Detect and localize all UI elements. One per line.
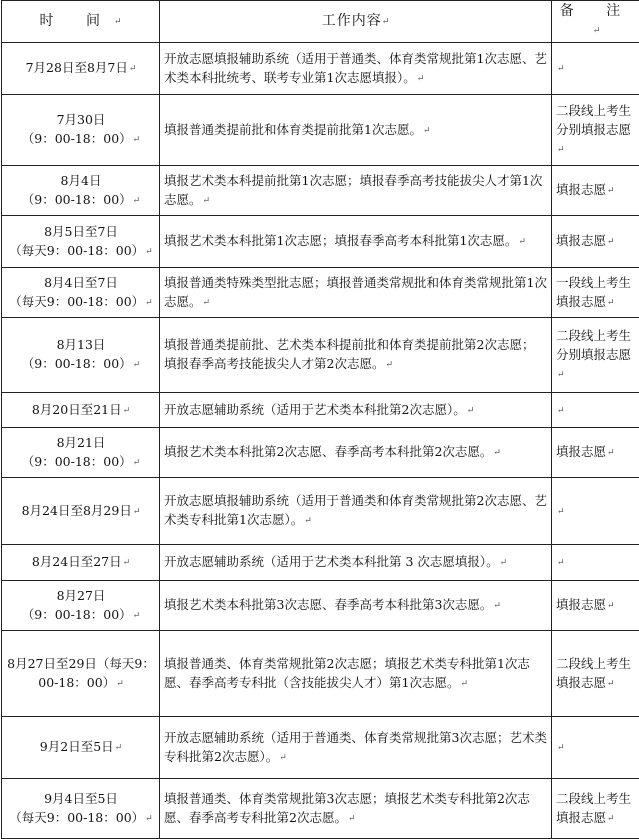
- time-text: 7月28日至8月7日↵: [6, 58, 156, 79]
- content-text: 填报艺术类本科提前批第1次志愿；填报春季高考技能拔尖人才第1次志愿。↵: [164, 171, 548, 211]
- time-cell: [2, 95, 160, 166]
- content-cell: [160, 166, 552, 216]
- time-text: 7月30日: [6, 110, 156, 129]
- table-row: [2, 428, 639, 478]
- note-cell: [552, 717, 639, 779]
- time-text: 8月27日至29日（每天9：00-18：00）↵: [6, 654, 156, 694]
- note-cell: [552, 318, 639, 393]
- note-cell: [552, 631, 639, 717]
- content-cell: [160, 545, 552, 581]
- time-cell: [2, 581, 160, 631]
- time-text: 8月4日至7日: [6, 273, 156, 292]
- note-text: 二段线上考生分别填报志愿↵: [556, 101, 638, 160]
- content-cell: [160, 43, 552, 95]
- content-text: 开放志愿辅助系统（适用于普通类、体育类常规批第3次志愿；艺术类专科批第2次志愿）。↵: [164, 728, 548, 768]
- time-cell: [2, 43, 160, 95]
- time-text: （9：00-18：00）↵: [6, 129, 156, 150]
- note-cell: [552, 95, 639, 166]
- note-text: ↵: [556, 58, 638, 79]
- content-text: 开放志愿填报辅助系统（适用于普通类、体育类常规批第1次志愿、艺术类本科批统考、联考专业第1次志愿填报）。↵: [164, 49, 548, 89]
- table-row: [2, 166, 639, 216]
- content-cell: [160, 581, 552, 631]
- content-cell: [160, 478, 552, 545]
- content-text: 填报普通类、体育类常规批第3次志愿；填报艺术类专科批第2次志愿、春季高考专科批第2次志愿。↵: [164, 789, 548, 829]
- header-note: 备 注↵: [552, 1, 639, 43]
- note-cell: [552, 43, 639, 95]
- note-text: ↵: [556, 400, 638, 421]
- time-cell: [2, 717, 160, 779]
- header-time: 时 间↵: [2, 1, 160, 43]
- header-row: [2, 1, 639, 43]
- content-cell: [160, 216, 552, 268]
- time-text: 8月27日: [6, 586, 156, 605]
- time-text: （9：00-18：00）↵: [6, 605, 156, 626]
- content-text: 填报普通类特殊类型批志愿；填报普通类常规批和体育类常规批第1次志愿。↵: [164, 273, 548, 313]
- time-cell: [2, 318, 160, 393]
- table-row: [2, 393, 639, 428]
- note-cell: [552, 216, 639, 268]
- time-cell: [2, 478, 160, 545]
- content-cell: [160, 717, 552, 779]
- note-text: ↵: [556, 552, 638, 573]
- time-text: （9：00-18：00）↵: [6, 452, 156, 473]
- note-text: 填报志愿↵: [556, 442, 638, 463]
- note-text: 二段线上考生填报志愿↵: [556, 789, 638, 829]
- note-cell: [552, 478, 639, 545]
- table-row: [2, 478, 639, 545]
- time-text: 8月20日至21日↵: [6, 400, 156, 421]
- note-text: 填报志愿↵: [556, 231, 638, 252]
- schedule-table: [1, 0, 639, 839]
- note-cell: [552, 581, 639, 631]
- note-text: 填报志愿↵: [556, 180, 638, 201]
- time-text: 8月4日: [6, 171, 156, 190]
- note-cell: [552, 268, 639, 318]
- note-cell: [552, 779, 639, 839]
- table-row: [2, 717, 639, 779]
- table-row: [2, 43, 639, 95]
- time-cell: [2, 428, 160, 478]
- note-cell: [552, 393, 639, 428]
- note-cell: [552, 428, 639, 478]
- content-cell: [160, 318, 552, 393]
- content-cell: [160, 268, 552, 318]
- time-text: 9月4日至5日: [6, 789, 156, 808]
- content-text: 填报普通类提前批、艺术类本科提前批和体育类提前批第2次志愿；: [164, 335, 548, 354]
- time-cell: [2, 268, 160, 318]
- time-cell: [2, 166, 160, 216]
- table-row: [2, 268, 639, 318]
- table-row: [2, 545, 639, 581]
- time-cell: [2, 216, 160, 268]
- time-text: （9：00-18：00）↵: [6, 190, 156, 211]
- time-cell: [2, 631, 160, 717]
- time-cell: [2, 545, 160, 581]
- content-text: 填报艺术类本科批第2次志愿、春季高考本科批第2次志愿。↵: [164, 442, 548, 463]
- note-text: ↵: [556, 501, 638, 522]
- content-text: 填报艺术类本科批第3次志愿、春季高考本科批第3次志愿。↵: [164, 595, 548, 616]
- table-row: [2, 318, 639, 393]
- content-text: 填报普通类、体育类常规批第2次志愿；填报艺术类专科批第1次志愿、春季高考专科批（含技能拔尖人才）第1次志愿。↵: [164, 654, 548, 694]
- table-row: [2, 95, 639, 166]
- note-cell: [552, 545, 639, 581]
- table-row: [2, 779, 639, 839]
- note-cell: [552, 166, 639, 216]
- table-row: [2, 581, 639, 631]
- content-text: 开放志愿辅助系统（适用于艺术类本科批第 3 次志愿填报）。↵: [164, 552, 548, 573]
- time-text: 8月24日至8月29日↵: [6, 501, 156, 522]
- content-cell: [160, 95, 552, 166]
- time-text: 8月24日至27日↵: [6, 552, 156, 573]
- content-cell: [160, 393, 552, 428]
- time-text: 8月13日: [6, 335, 156, 354]
- time-text: （每天9：00-18：00）↵: [6, 808, 156, 829]
- content-cell: [160, 779, 552, 839]
- time-text: 9月2日至5日↵: [6, 737, 156, 758]
- time-text: 8月5日至7日: [6, 222, 156, 241]
- content-cell: [160, 631, 552, 717]
- time-text: 8月21日: [6, 433, 156, 452]
- note-text: ↵: [556, 737, 638, 758]
- content-text: 填报艺术类本科批第1次志愿；填报春季高考本科批第1次志愿。↵: [164, 231, 548, 252]
- table-row: [2, 631, 639, 717]
- time-text: （每天9：00-18：00）↵: [6, 292, 156, 313]
- time-text: （9：00-18：00）↵: [6, 354, 156, 375]
- time-cell: [2, 779, 160, 839]
- content-text: 开放志愿填报辅助系统（适用于普通类和体育类常规批第2次志愿、艺术类专科批第1次志愿）。↵: [164, 491, 548, 531]
- note-text: 一段线上考生填报志愿↵: [556, 273, 638, 313]
- note-text: 二段线上考生分别填报志愿↵: [556, 326, 638, 385]
- time-text: （每天9：00-18：00）↵: [6, 241, 156, 262]
- header-content: 工作内容↵: [160, 1, 552, 43]
- note-text: 二段线上考生填报志愿↵: [556, 654, 638, 694]
- content-cell: [160, 428, 552, 478]
- content-text: 填报春季高考技能拔尖人才第2次志愿。↵: [164, 354, 548, 375]
- time-cell: [2, 393, 160, 428]
- content-text: 填报普通类提前批和体育类提前批第1次志愿。↵: [164, 120, 548, 141]
- content-text: 开放志愿辅助系统（适用于艺术类本科批第2次志愿）。↵: [164, 400, 548, 421]
- note-text: 填报志愿↵: [556, 595, 638, 616]
- table-row: [2, 216, 639, 268]
